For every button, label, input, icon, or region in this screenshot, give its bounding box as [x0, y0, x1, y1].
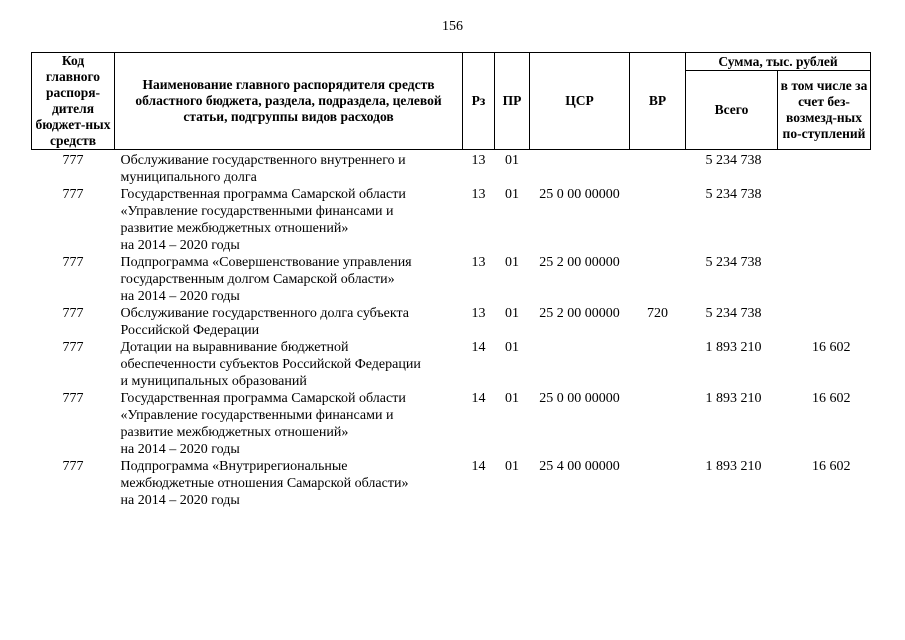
- header-free: в том числе за счет без-возмезд-ных по-ступлений: [778, 71, 871, 150]
- cell-name: Дотации на выравнивание бюджетной обеспеченности субъектов Российской Федерации и муниципальных образований: [120, 340, 421, 389]
- cell-csr: 25 4 00 00000: [539, 459, 620, 474]
- header-vr: ВР: [630, 53, 686, 150]
- header-pr: ПР: [495, 53, 530, 150]
- table-row: [32, 254, 871, 305]
- cell-code: 777: [62, 306, 84, 321]
- header-total: Всего: [686, 71, 778, 150]
- table-row: [32, 458, 871, 509]
- table-row: [32, 339, 871, 390]
- cell-name: Государственная программа Самарской области «Управление государственными финансами и развитие межбюджетных отношений» на 2014 – 2020 годы: [120, 187, 406, 253]
- cell-pr: 01: [505, 255, 519, 270]
- cell-code: 777: [62, 187, 84, 202]
- cell-rz: 13: [471, 306, 486, 321]
- table-row: [32, 186, 871, 254]
- table-row: [32, 305, 871, 339]
- cell-code: 777: [62, 459, 84, 474]
- header-name: Наименование главного распорядителя средств областного бюджета, раздела, подраздела, целевой статьи, подгруппы видов расходов: [115, 53, 463, 150]
- cell-rz: 14: [471, 391, 486, 406]
- cell-rz: 14: [471, 459, 486, 474]
- cell-code: 777: [62, 391, 84, 406]
- page-number: 156: [442, 19, 463, 34]
- header-rz: Рз: [463, 53, 495, 150]
- cell-free: [778, 186, 871, 254]
- cell-vr: [630, 254, 686, 305]
- cell-rz: 13: [471, 153, 486, 168]
- cell-free: 16 602: [812, 459, 851, 474]
- header-sum: Сумма, тыс. рублей: [686, 53, 871, 71]
- cell-pr: 01: [505, 459, 519, 474]
- table-row: [32, 150, 871, 187]
- cell-csr: [530, 339, 630, 390]
- header-code: Код главного распоря-дителя бюджет-ных средств: [32, 53, 115, 150]
- cell-free: [778, 150, 871, 187]
- cell-csr: 25 0 00 00000: [539, 391, 620, 406]
- cell-vr: [630, 186, 686, 254]
- cell-csr: 25 0 00 00000: [539, 187, 620, 202]
- cell-free: [778, 305, 871, 339]
- cell-name: Обслуживание государственного внутреннего и муниципального долга: [120, 153, 406, 185]
- cell-vr: [630, 150, 686, 187]
- cell-rz: 13: [471, 187, 486, 202]
- cell-vr: [630, 458, 686, 509]
- cell-name: Обслуживание государственного долга субъекта Российской Федерации: [120, 306, 410, 338]
- cell-vr: 720: [647, 306, 668, 321]
- cell-vr: [630, 390, 686, 458]
- cell-total: 1 893 210: [705, 340, 762, 355]
- cell-rz: 13: [471, 255, 486, 270]
- cell-name: Государственная программа Самарской области «Управление государственными финансами и развитие межбюджетных отношений» на 2014 – 2020 годы: [120, 391, 406, 457]
- cell-code: 777: [62, 153, 84, 168]
- cell-pr: 01: [505, 340, 519, 355]
- header-csr: ЦСР: [530, 53, 630, 150]
- cell-total: 5 234 738: [705, 255, 762, 270]
- cell-name: Подпрограмма «Внутрирегиональные межбюджетные отношения Самарской области» на 2014 – 2020 годы: [120, 459, 409, 508]
- cell-csr: [530, 150, 630, 187]
- cell-free: [778, 254, 871, 305]
- budget-table: [31, 52, 871, 509]
- cell-total: 1 893 210: [705, 391, 762, 406]
- cell-pr: 01: [505, 187, 519, 202]
- cell-free: 16 602: [812, 391, 851, 406]
- cell-total: 5 234 738: [705, 306, 762, 321]
- cell-total: 1 893 210: [705, 459, 762, 474]
- cell-total: 5 234 738: [705, 153, 762, 168]
- cell-pr: 01: [505, 391, 519, 406]
- cell-vr: [630, 339, 686, 390]
- cell-name: Подпрограмма «Совершенствование управления государственным долгом Самарской области» на 2014 – 2020 годы: [120, 255, 412, 304]
- cell-pr: 01: [505, 153, 519, 168]
- cell-free: 16 602: [812, 340, 851, 355]
- cell-csr: 25 2 00 00000: [539, 255, 620, 270]
- table-row: [32, 390, 871, 458]
- cell-code: 777: [62, 340, 84, 355]
- cell-csr: 25 2 00 00000: [539, 306, 620, 321]
- cell-pr: 01: [505, 306, 519, 321]
- cell-total: 5 234 738: [705, 187, 762, 202]
- cell-code: 777: [62, 255, 84, 270]
- cell-rz: 14: [471, 340, 486, 355]
